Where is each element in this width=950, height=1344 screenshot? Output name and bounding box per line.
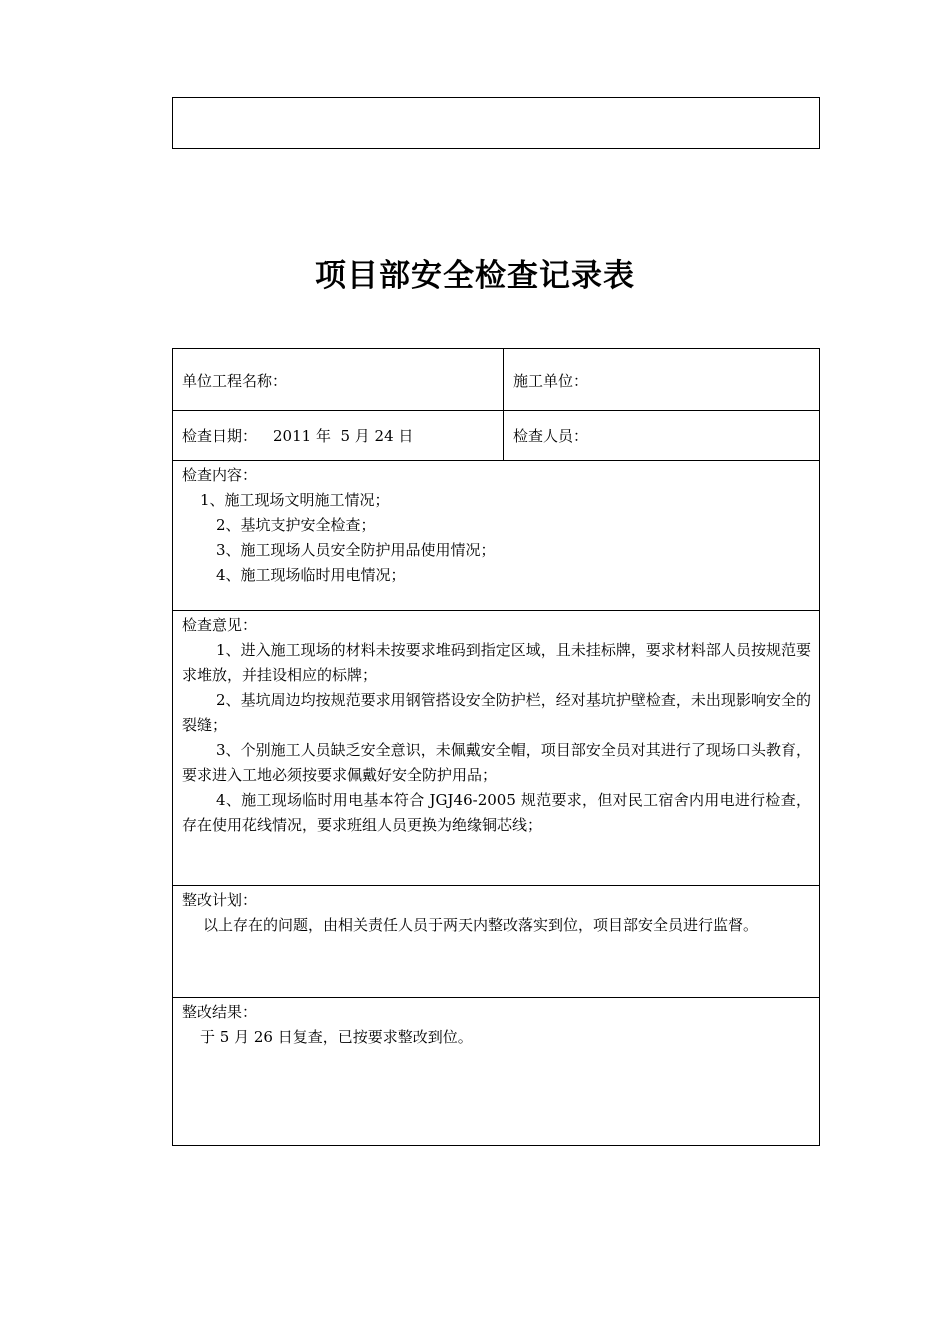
header-box	[172, 97, 820, 149]
inspector-cell	[503, 411, 819, 460]
row-inspection-content	[173, 460, 819, 610]
rectification-result-block	[182, 1000, 811, 1050]
inspection-opinion-block	[182, 613, 811, 838]
inspection-content-block	[182, 463, 811, 588]
row-project-contractor	[173, 349, 819, 410]
opinion-label: 检查意见：	[182, 616, 258, 634]
content-label: 检查内容：	[182, 466, 258, 484]
content-item: 4、施工现场临时用电情况；	[216, 566, 406, 584]
rectification-plan-block	[182, 888, 811, 938]
plan-label: 整改计划：	[182, 891, 258, 909]
result-label: 整改结果：	[182, 1003, 258, 1021]
content-item: 1、施工现场文明施工情况；	[200, 491, 390, 509]
inspector-label: 检查人员：	[513, 427, 589, 445]
inspection-date-cell	[173, 411, 503, 460]
content-item: 3、施工现场人员安全防护用品使用情况；	[216, 541, 496, 559]
opinion-item: 2、基坑周边均按规范要求用钢管搭设安全防护栏，经对基坑护壁检查，未出现影响安全的裂缝；	[182, 691, 811, 734]
contractor-cell	[503, 349, 819, 410]
opinion-item: 4、施工现场临时用电基本符合 JGJ46-2005 规范要求，但对民工宿舍内用电进行检查，存在使用花线情况，要求班组人员更换为绝缘铜芯线；	[182, 791, 811, 834]
unit-project-label: 单位工程名称：	[182, 372, 288, 390]
row-rectification-plan	[173, 885, 819, 997]
row-rectification-result	[173, 997, 819, 1145]
inspection-form	[172, 348, 820, 1146]
content-item: 2、基坑支护安全检查；	[216, 516, 376, 534]
row-date-inspector	[173, 410, 819, 460]
contractor-label: 施工单位：	[513, 372, 589, 390]
inspection-date-value: 2011 年 5 月 24 日	[273, 427, 414, 445]
result-text: 于 5 月 26 日复查，已按要求整改到位。	[200, 1028, 473, 1046]
unit-project-cell	[173, 349, 503, 410]
opinion-item: 3、个别施工人员缺乏安全意识，未佩戴安全帽，项目部安全员对其进行了现场口头教育，要求进入工地必须按要求佩戴好安全防护用品；	[182, 741, 811, 784]
row-inspection-opinion	[173, 610, 819, 885]
inspection-date-label: 检查日期：	[182, 427, 258, 445]
plan-text: 以上存在的问题，由相关责任人员于两天内整改落实到位，项目部安全员进行监督。	[203, 916, 759, 934]
page-title: 项目部安全检查记录表	[315, 258, 635, 294]
opinion-item: 1、进入施工现场的材料未按要求堆码到指定区域，且未挂标牌，要求材料部人员按规范要求堆放，并挂设相应的标牌；	[182, 641, 811, 684]
